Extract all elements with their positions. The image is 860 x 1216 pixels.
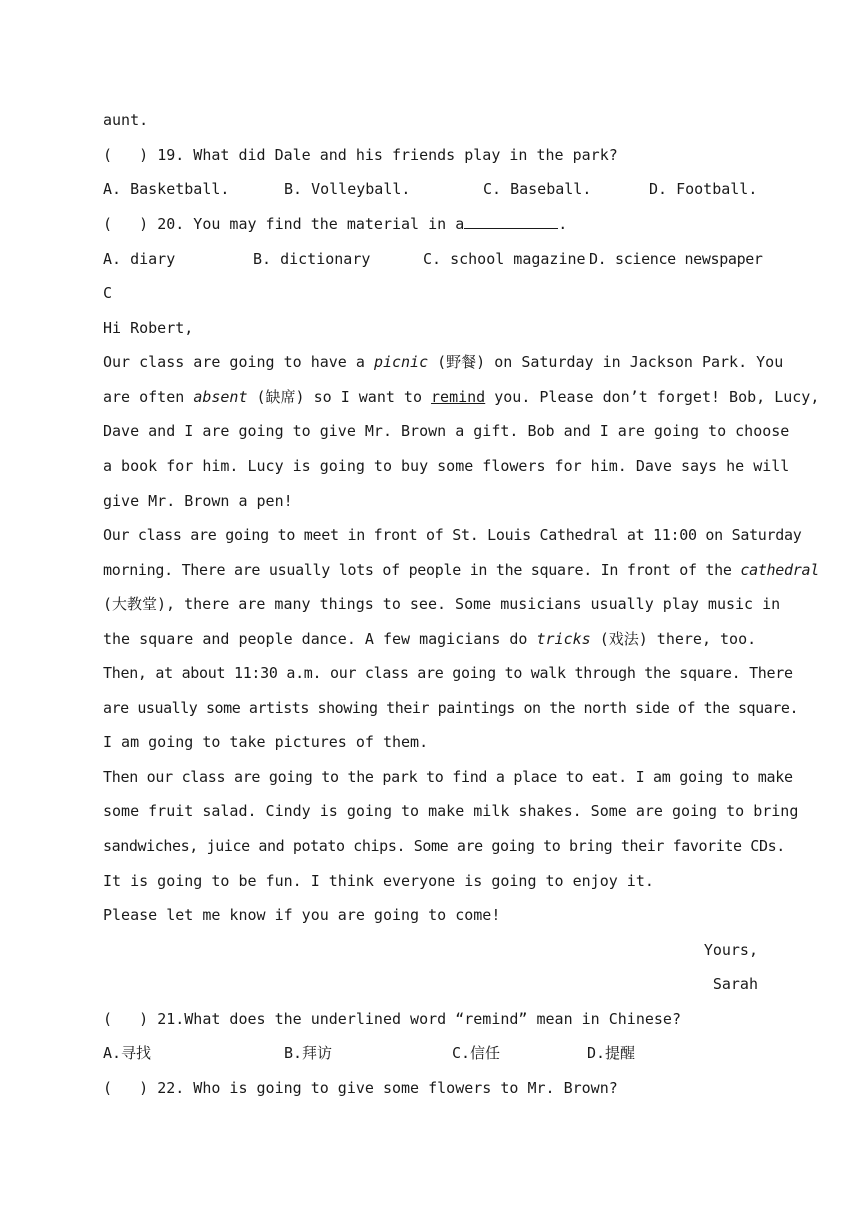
letter-line bbox=[103, 352, 784, 372]
question-text: 22. Who is going to give some flowers to Mr. Brown? bbox=[157, 1079, 618, 1097]
option-c: C.信任 bbox=[452, 1044, 501, 1062]
letter-line: some fruit salad. Cindy is going to make milk shakes. Some are going to bring bbox=[103, 802, 799, 820]
letter-line: Then our class are going to the park to find a place to eat. I am going to make bbox=[103, 768, 793, 786]
question-22 bbox=[103, 1078, 758, 1098]
text-run: the square and people dance. A few magicians do bbox=[103, 630, 537, 648]
question-19 bbox=[103, 145, 758, 165]
letter-closing: Yours, bbox=[703, 941, 758, 959]
letter-line: sandwiches, juice and potato chips. Some are going to bring their favorite CDs. bbox=[103, 837, 785, 855]
letter-signature: Sarah bbox=[712, 975, 758, 993]
letter-line: I am going to take pictures of them. bbox=[103, 733, 429, 751]
question-text: 20. You may find the material in a bbox=[157, 215, 465, 233]
letter-line bbox=[103, 629, 758, 649]
option-b: B. dictionary bbox=[253, 250, 371, 268]
letter-line: Please let me know if you are going to come! bbox=[103, 906, 501, 924]
letter-line: give Mr. Brown a pen! bbox=[103, 492, 293, 510]
letter-line: Our class are going to meet in front of St. Louis Cathedral at 11:00 on Saturday bbox=[103, 526, 802, 544]
letter-line: Dave and I are going to give Mr. Brown a gift. Bob and I are going to choose bbox=[103, 422, 790, 440]
italic-word: picnic bbox=[373, 353, 429, 371]
option-b: B. Volleyball. bbox=[284, 180, 411, 198]
italic-word: tricks bbox=[536, 630, 591, 648]
text-run: morning. There are usually lots of people in the square. In front of the bbox=[103, 561, 741, 579]
fill-blank bbox=[464, 214, 558, 229]
question-21 bbox=[103, 1009, 758, 1029]
option-d: D.提醒 bbox=[587, 1044, 636, 1062]
option-a: A. diary bbox=[103, 250, 176, 268]
option-a: A.寻找 bbox=[103, 1044, 152, 1062]
text-run: (戏法) there, too. bbox=[590, 630, 757, 648]
text-run: Our class are going to have a bbox=[103, 353, 374, 371]
letter-greeting: Hi Robert, bbox=[103, 319, 194, 337]
answer-bracket: ( ) bbox=[103, 146, 149, 164]
option-c: C. Baseball. bbox=[483, 180, 592, 198]
top-fragment: aunt. bbox=[103, 111, 149, 129]
text-run: you. Please don’t forget! Bob, Lucy, bbox=[485, 388, 820, 406]
letter-line: It is going to be fun. I think everyone is going to enjoy it. bbox=[103, 872, 654, 890]
answer-bracket: ( ) bbox=[103, 215, 149, 233]
option-d: D. Football. bbox=[649, 180, 758, 198]
question-end: . bbox=[558, 215, 568, 233]
option-b: B.拜访 bbox=[284, 1044, 333, 1062]
letter-line: are usually some artists showing their paintings on the north side of the square. bbox=[103, 699, 799, 717]
answer-bracket: ( ) bbox=[103, 1079, 149, 1097]
option-d: D. science newspaper bbox=[589, 250, 763, 268]
underlined-word: remind bbox=[431, 388, 486, 406]
letter-line bbox=[103, 560, 819, 580]
letter-line: a book for him. Lucy is going to buy some flowers for him. Dave says he will bbox=[103, 457, 790, 475]
answer-bracket: ( ) bbox=[103, 1010, 149, 1028]
letter-line: (大教堂), there are many things to see. Some musicians usually play music in bbox=[103, 595, 781, 613]
question-20 bbox=[103, 214, 758, 234]
text-run: (野餐) on Saturday in Jackson Park. You bbox=[428, 353, 784, 371]
section-label: C bbox=[103, 284, 113, 302]
option-c: C. school magazine bbox=[423, 250, 586, 268]
letter-line: Then, at about 11:30 a.m. our class are going to walk through the square. There bbox=[103, 664, 793, 682]
question-text: 19. What did Dale and his friends play in the park? bbox=[157, 146, 618, 164]
text-run: are often bbox=[103, 388, 194, 406]
question-text: 21.What does the underlined word “remind” mean in Chinese? bbox=[157, 1010, 681, 1028]
option-a: A. Basketball. bbox=[103, 180, 230, 198]
text-run: (缺席) so I want to bbox=[247, 388, 432, 406]
italic-word: cathedral bbox=[740, 561, 819, 579]
letter-line bbox=[103, 387, 820, 407]
italic-word: absent bbox=[193, 388, 248, 406]
